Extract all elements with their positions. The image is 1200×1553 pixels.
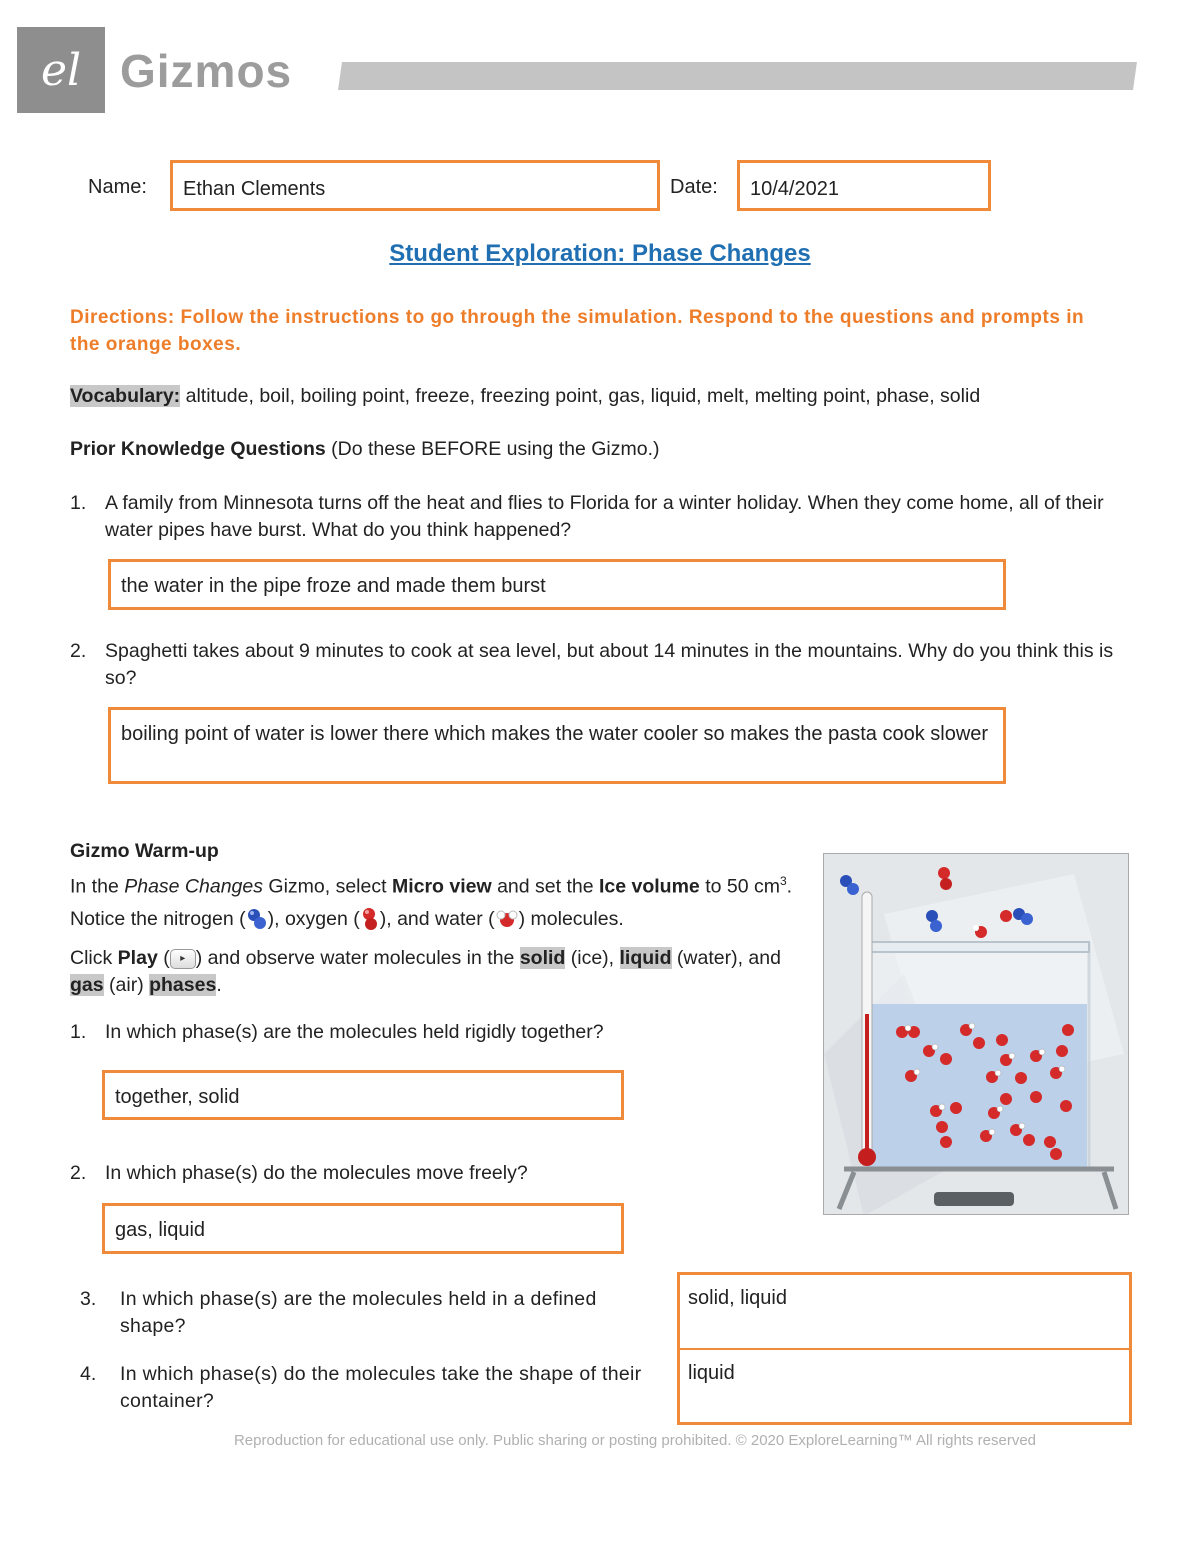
prior-heading-note: (Do these BEFORE using the Gizmo.) (331, 438, 660, 460)
warmup-q4-answer[interactable]: liquid (688, 1362, 735, 1384)
warmup-paragraph-1: In the Phase Changes Gizmo, select Micro view and set the Ice volume to 50 $cm^3$. Notice the nitrogen ( ), oxygen ( ), and water ( ) molecules. (70, 865, 805, 935)
warmup-q1-answer[interactable]: together, solid (102, 1070, 624, 1120)
name-field[interactable]: Ethan Clements (170, 160, 660, 211)
prior-q1-number: 1. (70, 492, 87, 514)
warmup-q3-answer[interactable]: solid, liquid (680, 1275, 1129, 1350)
date-field[interactable]: 10/4/2021 (737, 160, 991, 211)
warmup-q4-text: In which phase(s) do the molecules take the shape of their container? (120, 1363, 642, 1412)
oxygen-molecule-icon (360, 906, 380, 932)
warmup-q2-text: In which phase(s) do the molecules move freely? (105, 1162, 528, 1184)
vocabulary-label: Vocabulary: (70, 385, 181, 407)
warmup-heading: Gizmo Warm-up (70, 840, 219, 862)
date-label: Date: (670, 176, 718, 198)
warmup-q2-answer[interactable]: gas, liquid (102, 1203, 624, 1254)
warmup-q3-number: 3. (80, 1288, 97, 1310)
name-label: Name: (88, 176, 147, 198)
warmup-q1-text: In which phase(s) are the molecules held rigidly together? (105, 1021, 604, 1043)
footer-copyright: Reproduction for educational use only. Public sharing or posting prohibited. © 2020 ExploreLearning™ All rights reserved (233, 1432, 1037, 1449)
header-banner (338, 62, 1137, 90)
play-icon: ▸ (170, 949, 196, 969)
prior-knowledge-heading (70, 436, 660, 463)
warmup-paragraph-2: Click Play ( ▸ ) and observe water molecules in the solid (ice), liquid (water), and gas (air) phases. (70, 947, 781, 996)
prior-heading-text: Prior Knowledge Questions (70, 438, 326, 460)
water-molecule-icon (495, 907, 519, 931)
prior-q2-number: 2. (70, 640, 87, 662)
prior-q1-answer[interactable]: the water in the pipe froze and made them burst (108, 559, 1006, 610)
vocabulary-line (70, 383, 1150, 410)
warmup-q1-number: 1. (70, 1021, 87, 1043)
gizmo-simulation-image (823, 853, 1129, 1215)
explorelearning-logo: el (17, 27, 105, 113)
prior-q2-answer[interactable]: boiling point of water is lower there which makes the water cooler so makes the pasta cook slower (108, 707, 1006, 784)
warmup-q3-text: In which phase(s) are the molecules held in a defined shape? (120, 1288, 597, 1337)
prior-q2-text: Spaghetti takes about 9 minutes to cook at sea level, but about 14 minutes in the mountains. Why do you think this is so? (105, 640, 1114, 689)
page-title: Student Exploration: Phase Changes (389, 240, 811, 267)
warmup-q2-number: 2. (70, 1162, 87, 1184)
directions: Directions: Follow the instructions to go through the simulation. Respond to the questions and prompts in the orange boxes. (70, 307, 1085, 355)
vocabulary-terms: altitude, boil, boiling point, freeze, freezing point, gas, liquid, melt, melting point, phase, solid (185, 385, 981, 407)
warmup-q4-number: 4. (80, 1363, 97, 1385)
prior-q1-text: A family from Minnesota turns off the heat and flies to Florida for a winter holiday. When they come home, all of their water pipes have burst. What do you think happened? (105, 492, 1104, 541)
nitrogen-molecule-icon (246, 906, 268, 932)
gizmos-brand: Gizmos (120, 45, 293, 97)
answer-table (677, 1272, 1132, 1425)
